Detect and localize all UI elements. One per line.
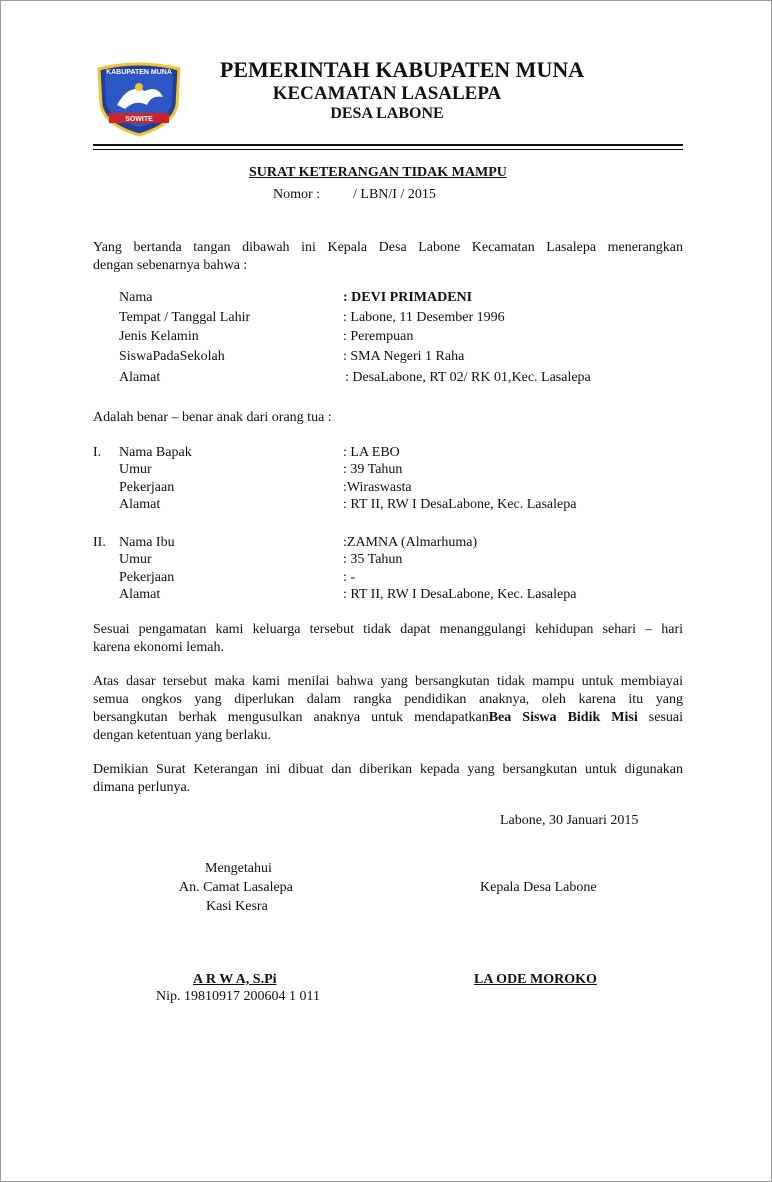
father-label-address: Alamat (119, 497, 161, 512)
intro-line-2: dengan sebenarnya bahwa : (93, 258, 248, 273)
parents-intro: Adalah benar – benar anak dari orang tua : (93, 410, 332, 425)
father-value-age: : 39 Tahun (343, 462, 403, 477)
mother-value-name: :ZAMNA (Almarhuma) (343, 535, 478, 550)
logo-text-top: KABUPATEN MUNA (106, 69, 172, 76)
letterhead-rule-thick (93, 144, 683, 146)
father-value-address: : RT II, RW I DesaLabone, Kec. Lasalepa (343, 497, 577, 512)
student-label-birth: Tempat / Tanggal Lahir (119, 310, 251, 325)
father-value-name: : LA EBO (343, 445, 400, 460)
logo-text-bottom: SOWITE (125, 116, 153, 123)
mother-label-job: Pekerjaan (119, 570, 175, 585)
paragraph-observation-line-2: karena ekonomi lemah. (93, 640, 225, 655)
letterhead-line2: KECAMATAN LASALEPA (272, 83, 502, 104)
paragraph-basis-line-3-end: sesuai (637, 710, 683, 725)
letterhead-rule-thin (93, 149, 683, 150)
student-label-name: Nama (119, 290, 153, 305)
student-value-school: : SMA Negeri 1 Raha (343, 349, 465, 364)
intro-line-1: Yang bertanda tangan dibawah ini Kepala Desa Labone Kecamatan Lasalepa menerangkan (93, 240, 683, 255)
scholarship-name: Bea Siswa Bidik Misi (488, 710, 638, 725)
intro-paragraph (93, 239, 683, 275)
mother-label-address: Alamat (119, 587, 161, 602)
paragraph-basis-line-3-start: bersangkutan berhak mengusulkan anaknya untuk mendapatkan (93, 710, 489, 725)
letterhead-line3: DESA LABONE (330, 105, 444, 122)
left-sign-line1: Mengetahui (205, 861, 272, 876)
paragraph-basis-line-1: Atas dasar tersebut maka kami menilai bahwa yang bersangkutan tidak mampu untuk membiayai (93, 674, 683, 689)
place-date: Labone, 30 Januari 2015 (500, 813, 639, 828)
left-sign-name: A R W A, S.Pi (193, 972, 277, 987)
student-label-gender: Jenis Kelamin (119, 329, 199, 344)
paragraph-closing-line-2: dimana perlunya. (93, 780, 191, 795)
paragraph-closing (93, 761, 683, 797)
father-label-job: Pekerjaan (119, 480, 175, 495)
paragraph-basis-line-3 (93, 709, 683, 727)
student-value-name: : DEVI PRIMADENI (343, 290, 473, 305)
paragraph-observation (93, 621, 683, 657)
mother-value-address: : RT II, RW I DesaLabone, Kec. Lasalepa (343, 587, 577, 602)
mother-value-job: : - (343, 570, 356, 585)
paragraph-basis-line-4: dengan ketentuan yang berlaku. (93, 728, 272, 743)
paragraph-basis (93, 673, 683, 745)
letterhead-line1: PEMERINTAH KABUPATEN MUNA (219, 57, 585, 82)
paragraph-basis-line-2: semua ongkos yang diperlukan dalam rangka pendidikan anaknya, oleh karena itu yang (93, 692, 683, 707)
mother-label-name: Nama Ibu (119, 535, 175, 550)
student-value-birth: : Labone, 11 Desember 1996 (343, 310, 505, 325)
paragraph-closing-line-1: Demikian Surat Keterangan ini dibuat dan diberikan kepada yang bersangkutan untuk digunakan (93, 762, 683, 777)
father-numeral: I. (93, 445, 102, 460)
letter-title: SURAT KETERANGAN TIDAK MAMPU (249, 165, 507, 180)
mother-numeral: II. (93, 535, 106, 550)
father-label-age: Umur (119, 462, 152, 477)
right-sign-title: Kepala Desa Labone (480, 880, 597, 895)
mother-value-age: : 35 Tahun (343, 552, 403, 567)
nomor-label: Nomor : (273, 187, 321, 202)
student-label-school: SiswaPadaSekolah (119, 349, 225, 364)
student-label-address: Alamat (119, 370, 161, 385)
left-sign-nip: Nip. 19810917 200604 1 011 (156, 989, 320, 1004)
student-value-address: : DesaLabone, RT 02/ RK 01,Kec. Lasalepa (345, 370, 591, 385)
mother-label-age: Umur (119, 552, 152, 567)
left-sign-line2: An. Camat Lasalepa (179, 880, 293, 895)
nomor-value: / LBN/I / 2015 (353, 187, 436, 202)
right-sign-name: LA ODE MOROKO (474, 972, 597, 987)
father-value-job: :Wiraswasta (343, 480, 412, 495)
student-value-gender: : Perempuan (343, 329, 414, 344)
father-label-name: Nama Bapak (119, 445, 192, 460)
paragraph-observation-line-1: Sesuai pengamatan kami keluarga tersebut tidak dapat menanggulangi kehidupan sehari – hari (93, 622, 683, 637)
left-sign-line3: Kasi Kesra (206, 899, 268, 914)
